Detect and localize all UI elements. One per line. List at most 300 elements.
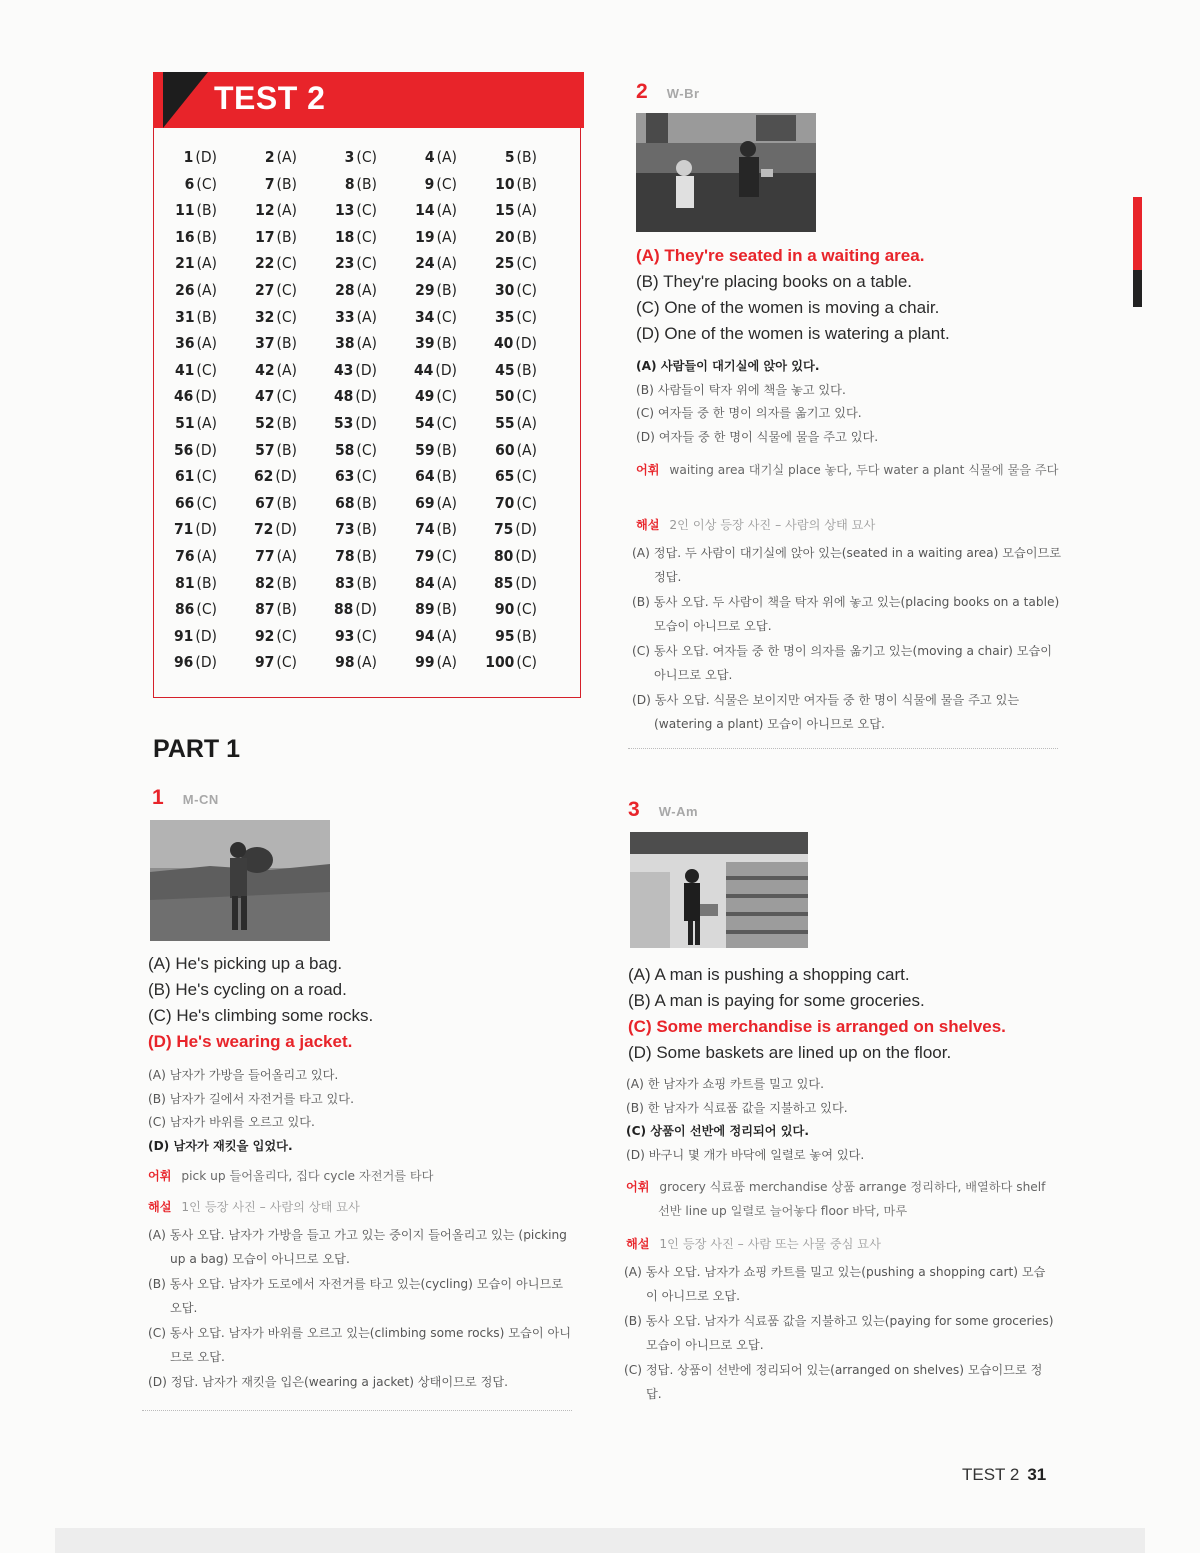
answer-key-cell [405,386,485,407]
answer-choice: (C) [356,201,377,220]
question-1-vocab [148,1164,578,1188]
answer-choice: (B) [436,280,457,299]
answer-key-cell [325,200,405,221]
option-translation: (C) 여자들 중 한 명이 의자를 옮기고 있다. [636,406,862,420]
answer-choice: (C) [276,307,297,326]
answer-choice: (D) [195,520,217,539]
answer-number: 43 [333,360,354,379]
answer-key-cell [245,546,325,567]
answer-choice: (A) [436,227,457,246]
question-number: 3 [628,798,640,821]
answer-choice: (D) [275,520,297,539]
speaker-voice: M-CN [182,792,219,807]
answer-number: 14 [415,201,435,220]
answer-choice: (B) [356,174,377,193]
answer-number: 21 [175,254,195,273]
answer-key-cell [485,253,565,274]
explanation-tag: 해설 [636,518,660,532]
answer-choice: (C) [516,653,537,672]
answer-choice: (C) [356,227,377,246]
answer-number: 71 [173,520,194,539]
option-translation: (C) 상품이 선반에 정리되어 있다. [626,1124,809,1138]
answer-choice: (B) [276,573,297,592]
answer-choice: (B) [276,440,297,459]
answer-choice: (C) [276,387,297,406]
section-divider [142,1410,572,1411]
option-translation: (A) 사람들이 대기실에 앉아 있다. [636,359,820,373]
answer-choice: (C) [356,148,377,166]
answer-key-cell [325,280,405,301]
answer-number: 45 [495,360,515,379]
answer-option: (C) One of the women is moving a chair. [636,298,940,317]
answer-option: (A) They're seated in a waiting area. [636,246,925,265]
answer-number: 24 [415,254,435,273]
answer-key-cell [405,147,485,168]
answer-choice: (B) [436,600,457,619]
answer-choice: (B) [356,520,377,539]
answer-key-cell [405,440,485,461]
answer-number: 2 [264,148,275,166]
answer-number: 26 [175,280,195,299]
answer-key-cell [485,519,565,540]
answer-number: 18 [334,227,355,246]
answer-number: 20 [495,227,515,246]
answer-key-cell [165,599,245,620]
question-3-vocab [626,1175,1056,1223]
answer-key-cell [485,573,565,594]
answer-choice: (C) [196,174,217,193]
answer-key-cell [325,440,405,461]
answer-number: 100 [485,653,515,672]
answer-key-cell [405,360,485,381]
answer-key-cell [485,493,565,514]
answer-choice: (C) [516,467,537,486]
answer-key-cell [485,174,565,195]
vocab-tag: 어휘 [636,463,660,477]
answer-key-cell [485,280,565,301]
page-footer [962,1465,1046,1485]
answer-option: (D) One of the women is watering a plant. [636,324,950,343]
answer-number: 17 [255,227,275,246]
answer-choice: (C) [516,600,537,619]
answer-choice: (B) [276,174,297,193]
answer-key-cell [485,227,565,248]
section-edge-tab-dark [1133,270,1142,307]
answer-number: 4 [424,148,435,166]
answer-key-cell [405,227,485,248]
option-translation: (B) 사람들이 탁자 위에 책을 놓고 있다. [636,382,846,397]
answer-number: 39 [415,334,435,353]
answer-choice: (A) [356,653,377,672]
answer-choice: (A) [436,493,457,512]
answer-key-cell [245,519,325,540]
option-translation: (B) 남자가 길에서 자전거를 타고 있다. [148,1091,354,1106]
answer-number: 33 [335,307,355,326]
question-3-explanations [624,1261,1054,1408]
answer-key-cell [245,386,325,407]
answer-choice: (B) [276,493,297,512]
answer-key-cell [165,147,245,168]
answer-number: 19 [415,227,435,246]
answer-key-cell [325,333,405,354]
answer-number: 16 [175,227,195,246]
answer-option: (D) He's wearing a jacket. [148,1032,353,1051]
answer-number: 25 [494,254,515,273]
answer-number: 46 [173,387,194,406]
answer-choice: (A) [516,413,537,432]
answer-key-cell [325,227,405,248]
answer-choice: (A) [276,201,297,220]
answer-key-cell [245,599,325,620]
section-divider [628,748,1058,749]
answer-key-grid [165,147,565,673]
question-2-explanations [632,542,1062,738]
answer-key-cell [325,546,405,567]
answer-key-cell [405,174,485,195]
answer-key-cell [245,440,325,461]
answer-option: (B) He's cycling on a road. [148,980,347,999]
answer-number: 92 [254,626,275,645]
answer-choice: (B) [276,334,297,353]
vocab-text: pick up 들어올리다, 집다 cycle 자전거를 타다 [181,1169,434,1183]
answer-key-cell [485,147,565,168]
answer-choice: (D) [195,387,217,406]
part-title: PART 1 [153,735,241,763]
answer-choice: (D) [195,440,217,459]
answer-number: 64 [415,467,435,486]
answer-key-cell [245,280,325,301]
option-explanation: (C) 동사 오답. 여자들 중 한 명이 의자를 옮기고 있는(moving a chair) 모습이 아니므로 오답. [632,644,1053,682]
answer-number: 68 [335,493,355,512]
answer-number: 72 [253,520,274,539]
answer-number: 15 [495,201,515,220]
answer-choice: (A) [276,360,297,379]
scan-bottom-band [55,1528,1145,1553]
answer-number: 3 [344,148,355,166]
answer-key-cell [245,413,325,434]
answer-option: (C) He's climbing some rocks. [148,1006,374,1025]
answer-key-cell [325,174,405,195]
answer-number: 7 [264,174,275,193]
answer-choice: (D) [195,626,217,645]
question-2-photo [636,113,816,232]
question-3-photo [630,832,808,948]
answer-number: 86 [174,600,195,619]
option-explanation: (A) 동사 오답. 남자가 가방을 들고 가고 있는 중이지 들어올리고 있는 (picking up a bag) 모습이 아니므로 오답. [148,1228,567,1266]
answer-key-cell [405,519,485,540]
answer-choice: (C) [356,254,377,273]
option-translation: (A) 한 남자가 쇼핑 카트를 밀고 있다. [626,1077,825,1091]
option-explanation: (B) 동사 오답. 두 사람이 책을 탁자 위에 놓고 있는(placing books on a table) 모습이 아니므로 오답. [632,595,1060,633]
answer-key-cell [405,573,485,594]
option-explanation: (D) 동사 오답. 식물은 보이지만 여자들 중 한 명이 식물에 물을 주고 있는 (watering a plant) 모습이 아니므로 오답. [632,693,1020,731]
answer-number: 51 [175,413,195,432]
answer-number: 77 [255,546,275,565]
vocab-text: waiting area 대기실 place 놓다, 두다 water a plant 식물에 물을 주다 [669,463,1059,477]
answer-number: 52 [255,413,275,432]
question-3-explanation-header [626,1232,881,1256]
option-explanation: (C) 동사 오답. 남자가 바위를 오르고 있는(climbing some rocks) 모습이 아니므로 오답. [148,1326,572,1364]
answer-choice: (A) [356,334,377,353]
answer-choice: (D) [195,653,217,672]
answer-choice: (C) [356,440,377,459]
question-3-translations [626,1073,864,1167]
answer-number: 60 [495,440,515,459]
answer-choice: (A) [196,413,217,432]
answer-number: 74 [415,520,435,539]
answer-number: 37 [255,334,275,353]
answer-key-cell [485,626,565,647]
question-2-options [636,243,950,347]
answer-key-cell [165,253,245,274]
answer-number: 13 [334,201,355,220]
answer-key-cell [325,307,405,328]
answer-key-title: TEST 2 [214,80,326,116]
answer-choice: (A) [436,201,457,220]
answer-key-cell [485,333,565,354]
answer-choice: (D) [355,387,377,406]
answer-number: 61 [174,467,195,486]
vocab-tag: 어휘 [626,1180,650,1194]
option-translation: (D) 남자가 재킷을 입었다. [148,1138,293,1153]
answer-key-cell [165,174,245,195]
answer-choice: (C) [276,254,297,273]
question-3-options [628,962,1006,1066]
answer-number: 73 [335,520,355,539]
answer-choice: (D) [355,600,377,619]
answer-number: 79 [414,546,435,565]
question-1-header [152,786,219,810]
answer-key-cell [245,493,325,514]
answer-number: 49 [414,387,435,406]
answer-number: 10 [495,174,515,193]
explanation-type: 1인 등장 사진 – 사람 또는 사물 중심 묘사 [659,1237,881,1251]
answer-option: (B) A man is paying for some groceries. [628,991,925,1010]
answer-choice: (C) [436,174,457,193]
answer-choice: (A) [516,440,537,459]
question-2-translations [636,355,878,449]
answer-key-cell [405,652,485,673]
answer-choice: (C) [436,546,457,565]
answer-choice: (C) [516,280,537,299]
answer-choice: (B) [276,227,297,246]
question-2-explanation-header [636,513,875,537]
answer-key-cell [165,386,245,407]
answer-number: 31 [175,307,195,326]
question-3-header [628,798,698,822]
header-corner-decoration [163,72,208,128]
answer-key-cell [165,360,245,381]
answer-key-cell [325,599,405,620]
answer-choice: (B) [516,227,537,246]
answer-key-cell [245,307,325,328]
answer-key-cell [245,200,325,221]
answer-number: 34 [414,307,435,326]
answer-key-cell [245,174,325,195]
answer-number: 41 [174,360,195,379]
answer-key-cell [405,546,485,567]
answer-key-cell [325,413,405,434]
option-translation: (D) 여자들 중 한 명이 식물에 물을 주고 있다. [636,429,879,444]
answer-choice: (B) [196,201,217,220]
answer-key-cell [245,333,325,354]
answer-number: 38 [335,334,355,353]
answer-key-cell [325,626,405,647]
answer-number: 32 [254,307,275,326]
answer-key-cell [325,573,405,594]
answer-key-cell [245,253,325,274]
answer-choice: (A) [436,254,457,273]
answer-key-cell [165,519,245,540]
answer-choice: (A) [436,148,457,166]
answer-key-cell [245,466,325,487]
answer-number: 75 [493,520,514,539]
answer-key-cell [325,253,405,274]
answer-choice: (C) [516,254,537,273]
answer-key-cell [245,227,325,248]
page-number: 31 [1027,1465,1047,1484]
answer-number: 88 [333,600,354,619]
answer-choice: (A) [196,334,217,353]
answer-choice: (D) [515,573,537,592]
question-2-vocab [636,458,1066,482]
answer-key-cell [245,147,325,168]
answer-key-cell [325,493,405,514]
answer-number: 93 [334,626,355,645]
answer-key-cell [405,413,485,434]
option-explanation: (C) 정답. 상품이 선반에 정리되어 있는(arranged on shelves) 모습이므로 정답. [624,1363,1043,1401]
answer-choice: (B) [436,334,457,353]
answer-choice: (C) [276,653,297,672]
answer-number: 48 [333,387,354,406]
answer-choice: (C) [436,387,457,406]
answer-number: 56 [173,440,194,459]
answer-number: 54 [414,413,435,432]
answer-number: 91 [173,626,194,645]
question-2-header [636,80,700,104]
answer-key-cell [325,386,405,407]
answer-choice: (B) [436,520,457,539]
answer-choice: (B) [436,467,457,486]
waiting-area-photo [636,113,816,232]
answer-choice: (C) [196,493,217,512]
vocab-tag: 어휘 [148,1169,172,1183]
answer-number: 47 [254,387,275,406]
answer-key-cell [165,307,245,328]
answer-option: (B) They're placing books on a table. [636,272,913,291]
option-translation: (D) 바구니 몇 개가 바닥에 일렬로 놓여 있다. [626,1147,865,1162]
answer-choice: (D) [515,520,537,539]
answer-key-cell [485,466,565,487]
answer-number: 5 [504,148,515,166]
option-translation: (B) 한 남자가 식료품 값을 지불하고 있다. [626,1100,848,1115]
answer-number: 29 [415,280,435,299]
answer-number: 1 [183,148,194,166]
answer-choice: (D) [275,467,297,486]
answer-key-cell [485,307,565,328]
answer-number: 70 [494,493,515,512]
answer-number: 23 [334,254,355,273]
option-translation: (A) 남자가 가방을 들어올리고 있다. [148,1068,339,1082]
speaker-voice: W-Br [666,86,700,101]
answer-number: 27 [254,280,275,299]
question-number: 2 [636,80,648,103]
answer-number: 99 [415,653,435,672]
answer-key-cell [485,652,565,673]
answer-number: 96 [173,653,194,672]
answer-choice: (C) [516,307,537,326]
answer-choice: (C) [196,467,217,486]
answer-key-cell [405,333,485,354]
answer-number: 55 [495,413,515,432]
answer-choice: (C) [356,467,377,486]
option-explanation: (B) 동사 오답. 남자가 도로에서 자전거를 타고 있는(cycling) 모습이 아니므로 오답. [148,1277,564,1315]
answer-choice: (C) [196,600,217,619]
answer-number: 53 [333,413,354,432]
answer-key-cell [165,440,245,461]
answer-choice: (A) [276,148,297,166]
answer-key-cell [405,599,485,620]
answer-choice: (C) [516,387,537,406]
answer-choice: (A) [356,307,377,326]
answer-choice: (C) [276,626,297,645]
answer-choice: (B) [196,227,217,246]
answer-number: 6 [184,174,195,193]
footer-label: TEST 2 [962,1465,1020,1484]
answer-number: 87 [255,600,275,619]
answer-key-cell [245,360,325,381]
answer-key-cell [245,652,325,673]
answer-number: 44 [413,360,434,379]
answer-number: 12 [255,201,275,220]
answer-number: 81 [175,573,195,592]
answer-number: 63 [334,467,355,486]
answer-number: 30 [494,280,515,299]
answer-key-cell [165,227,245,248]
answer-key-cell [165,546,245,567]
answer-number: 69 [415,493,435,512]
answer-key-cell [405,307,485,328]
answer-choice: (C) [436,413,457,432]
answer-choice: (B) [356,493,377,512]
vocab-text: grocery 식료품 merchandise 상품 arrange 정리하다, 배열하다 shelf 선반 line up 일렬로 늘어놓다 floor 바닥, 마루 [658,1180,1046,1218]
answer-key-cell [165,466,245,487]
answer-choice: (C) [276,280,297,299]
option-translation: (C) 남자가 바위를 오르고 있다. [148,1115,315,1129]
answer-choice: (A) [436,653,457,672]
answer-key-cell [485,546,565,567]
answer-choice: (B) [516,626,537,645]
answer-option: (D) Some baskets are lined up on the floor. [628,1043,952,1062]
answer-choice: (D) [195,148,217,166]
answer-choice: (A) [436,573,457,592]
answer-key-cell [165,280,245,301]
answer-choice: (C) [196,360,217,379]
answer-option: (A) A man is pushing a shopping cart. [628,965,910,984]
question-1-photo [150,820,330,941]
answer-choice: (A) [276,546,297,565]
answer-key-cell [165,333,245,354]
answer-number: 42 [255,360,275,379]
answer-number: 36 [175,334,195,353]
question-1-explanation-header [148,1195,360,1219]
answer-number: 97 [254,653,275,672]
explanation-type: 2인 이상 등장 사진 – 사람의 상태 묘사 [669,518,876,532]
answer-key-cell [405,493,485,514]
answer-key-cell [165,573,245,594]
answer-choice: (B) [196,307,217,326]
answer-choice: (A) [196,546,217,565]
